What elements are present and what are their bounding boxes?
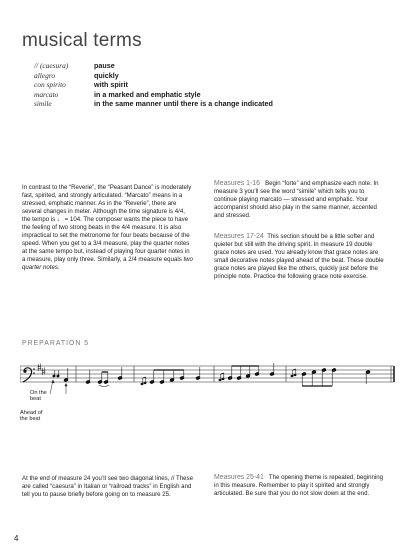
peasant-dance-paragraph xyxy=(22,184,194,273)
tempo-marking: ♩ = 104 xyxy=(56,216,81,224)
term-row xyxy=(34,61,273,71)
paragraph-text: This section should be a little softer and quieter but still with the driving spirit. In measure 19 double grace notes are used. You already know that grace notes are small decorative notes played ahead of the beat. These double grace notes are played like the others, quickly just before the principle note. Practice the following grace note exercise. xyxy=(214,233,384,281)
term-row xyxy=(34,90,273,100)
measures-label: Measures 17-24 xyxy=(214,233,264,240)
preparation-label: PREPARATION 5 xyxy=(22,340,90,347)
term-definition: in a marked and emphatic style xyxy=(94,89,201,99)
annotation-ahead-of-beat: Ahead of the beat xyxy=(20,410,43,423)
term-row xyxy=(34,80,273,90)
term-definition: in the same manner until there is a change indicated xyxy=(94,99,273,109)
sharp-icon xyxy=(38,364,46,376)
measures-25-41-paragraph xyxy=(214,474,386,498)
term-name: marcato xyxy=(34,89,59,99)
measure-5-notes xyxy=(291,368,371,386)
terms-glossary xyxy=(34,61,273,109)
paragraph-text: Begin “forte” and emphasize each note. In measure 3 you’ll see the word “simile” which tells you to continue playing marcato — stressed and emphatic. Your accompanist should also play in the same manner, accented and stressed. xyxy=(214,180,379,220)
measures-1-16-paragraph xyxy=(214,180,386,220)
section-title: musical terms xyxy=(22,30,142,51)
term-name: con spirito xyxy=(34,80,66,90)
term-row xyxy=(34,71,273,81)
term-definition: pause xyxy=(94,61,115,70)
paragraph-text: In contrast to the “Reverie”, the “Peasant Dance” is moderately fast, spirited, and strongly articulated. “Marcato” means in a stressed, emphatic manner. As in the “Reverie”, there are several changes in meter. Although the time signature is 4/4, the tempo is xyxy=(22,184,192,224)
annotation-on-beat: On the beat xyxy=(30,390,47,403)
term-definition: quickly xyxy=(94,70,119,80)
term-definition: with spirit xyxy=(94,80,128,90)
paragraph-text: . The composer wants the piece to have the feeling of two strong beats in the 4/4 measure. It is also impractical to set the metronome for four beats because of the speed. When you get to a 3/4 measure, play the quarter notes at the same tempo but, instead of playing four quarter notes in a measure, play only three. Similarly, a 2/4 measure equals xyxy=(22,216,190,264)
measures-17-24-paragraph xyxy=(214,233,386,281)
measures-label: Measures 25-41 xyxy=(214,474,264,481)
term-name: allegro xyxy=(34,70,56,80)
term-row xyxy=(34,99,273,109)
measures-label: Measures 1-16 xyxy=(214,180,260,187)
music-staff xyxy=(20,358,400,410)
term-name: // (caesura) xyxy=(34,61,69,70)
page-number: 4 xyxy=(14,534,19,543)
caesura-paragraph: At the end of measure 24 you’ll see two diagonal lines, // These are called “caesura” in Italian or “railroad tracks” in English and tell you to pause briefly before going on to measure 25. xyxy=(22,475,193,499)
emphasized-text: two quarter notes xyxy=(22,256,193,272)
paragraph-text: . xyxy=(57,264,60,272)
term-name: simile xyxy=(34,99,52,109)
paragraph-text: The opening theme is repeated, beginning in this measure. Remember to play it spirited and strongly articulated. Be sure that you do not slow down at the end. xyxy=(214,474,384,498)
